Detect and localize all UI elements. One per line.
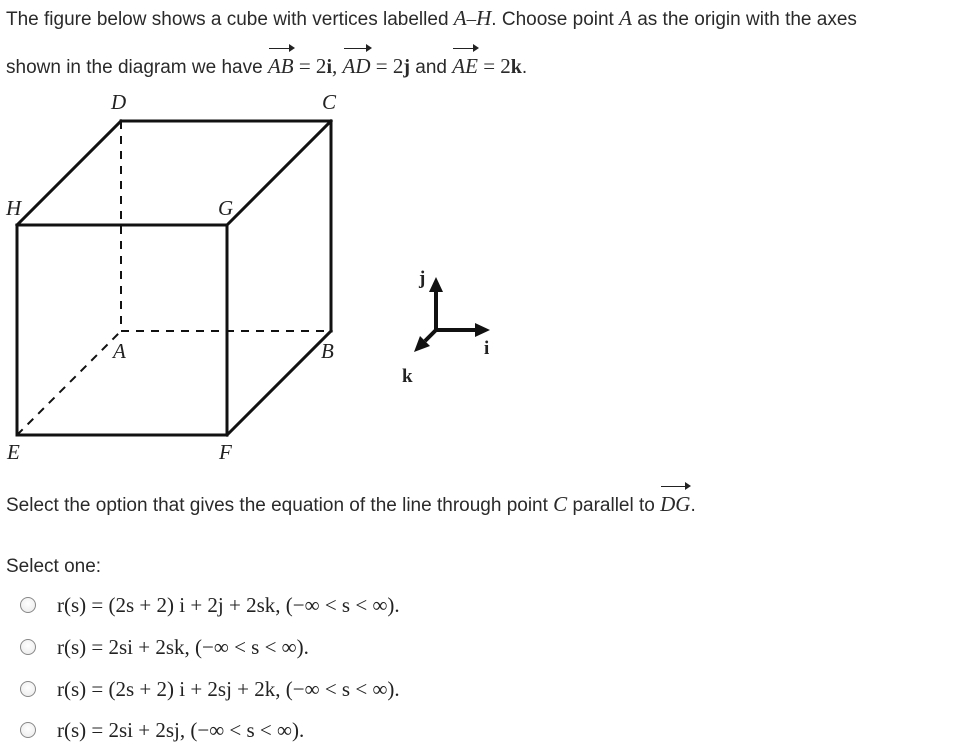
option-2[interactable] bbox=[20, 632, 309, 662]
option-4-radio[interactable] bbox=[20, 722, 36, 738]
select-one-label: Select one: bbox=[6, 556, 102, 577]
origin-point: A bbox=[619, 6, 632, 30]
edge-hd bbox=[17, 121, 121, 225]
option-3-text[interactable]: r(s) = (2s + 2) i + 2sj + 2k, (−∞ < s < ∞). bbox=[57, 676, 400, 701]
option-2-text[interactable]: r(s) = 2si + 2sk, (−∞ < s < ∞). bbox=[57, 634, 309, 659]
edge-gc bbox=[227, 121, 331, 225]
vertex-label-h: H bbox=[6, 196, 22, 220]
vertex-label-e: E bbox=[7, 440, 20, 464]
option-3[interactable] bbox=[20, 674, 400, 704]
option-3-radio[interactable] bbox=[20, 681, 36, 697]
vector-ae: AE bbox=[452, 54, 478, 78]
axis-j-arrowhead bbox=[429, 277, 443, 292]
edge-fb bbox=[227, 331, 331, 435]
option-1-text[interactable]: r(s) = (2s + 2) i + 2j + 2sk, (−∞ < s < ∞). bbox=[57, 592, 400, 617]
range-dash: – bbox=[466, 9, 477, 30]
axis-label-i: i bbox=[484, 338, 490, 359]
vector-ad: AD bbox=[342, 54, 371, 78]
vertex-label-a: A bbox=[113, 339, 126, 363]
range-end: H bbox=[476, 6, 492, 30]
axis-k-line bbox=[425, 330, 436, 341]
prompt-point: C bbox=[553, 492, 568, 516]
vertex-label-g: G bbox=[218, 196, 234, 220]
option-4[interactable] bbox=[20, 715, 304, 745]
vertex-label-f: F bbox=[219, 440, 232, 464]
question-line-2: shown in the diagram we have AB = 2i, AD = 2j and AE = 2k. bbox=[6, 54, 528, 78]
axis-label-j: j bbox=[419, 268, 426, 289]
option-4-text[interactable]: r(s) = 2si + 2sj, (−∞ < s < ∞). bbox=[57, 717, 305, 742]
vertex-label-c: C bbox=[322, 90, 337, 114]
range-start: A bbox=[453, 6, 467, 30]
vector-dg: DG bbox=[660, 492, 691, 516]
vertex-label-d: D bbox=[111, 90, 127, 114]
option-1-radio[interactable] bbox=[20, 597, 36, 613]
option-1[interactable] bbox=[20, 590, 400, 620]
question-line-1: The figure below shows a cube with vertices labelled A–H. Choose point A as the origin with the axes bbox=[6, 6, 857, 30]
hidden-edge-ea bbox=[17, 331, 121, 435]
axis-label-k: k bbox=[402, 366, 413, 387]
option-2-radio[interactable] bbox=[20, 639, 36, 655]
prompt-text: Select the option that gives the equation of the line through point C parallel to DG. bbox=[6, 492, 696, 516]
axis-i-arrowhead bbox=[475, 323, 490, 337]
vertex-label-b: B bbox=[321, 339, 334, 363]
vector-ab: AB bbox=[267, 54, 294, 78]
